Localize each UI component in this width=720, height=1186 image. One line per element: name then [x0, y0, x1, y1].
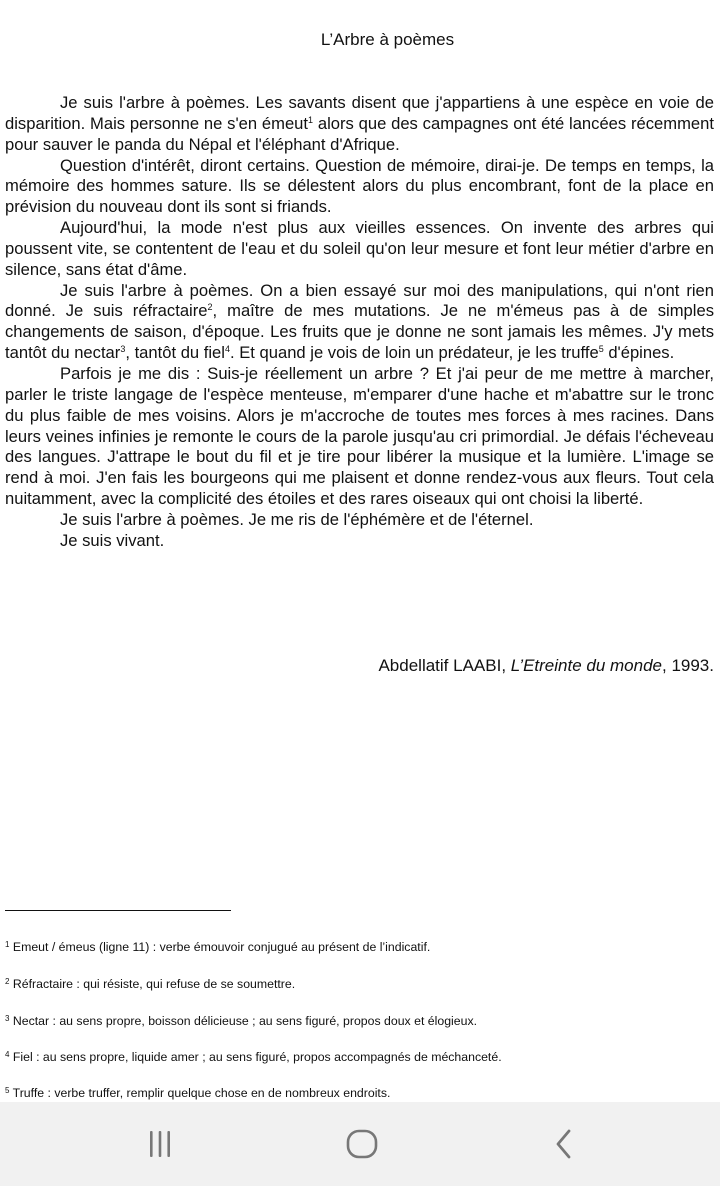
footnote-separator: [5, 910, 231, 911]
poem-title: L’Arbre à poèmes: [320, 30, 455, 49]
footnote-text: Truffe : verbe truffer, remplir quelque chose en de nombreux endroits.: [9, 1086, 391, 1100]
paragraph-text: Je suis vivant.: [60, 530, 165, 550]
footnote: [5, 977, 295, 992]
footnote-text: Fiel : au sens propre, liquide amer ; au sens figuré, propos accompagnés de méchanceté.: [9, 1050, 502, 1064]
citation-year: , 1993.: [662, 656, 714, 675]
poem-paragraph: [5, 93, 714, 156]
footnote-text: Emeut / émeus (ligne 11) : verbe émouvoir conjugué au présent de l’indicatif.: [9, 940, 431, 954]
footnote-number: 2: [5, 977, 10, 986]
poem-paragraph: [5, 156, 714, 219]
paragraph-text: Je suis l'arbre à poèmes. Les savants disent que j'appartiens à une espèce en voie de disparition. Mais personne ne s'en émeut: [5, 93, 714, 133]
footnote-reference: 3: [120, 344, 126, 355]
footnote-text: Réfractaire : qui résiste, qui refuse de se soumettre.: [9, 977, 296, 991]
paragraph-text: Aujourd'hui, la mode n'est plus aux vieilles essences. On invente des arbres qui poussent vite, se contentent de l'eau et du soleil qu'on leur mesure et font leur métier d'arbre en silence, sans état d'âme.: [5, 218, 714, 279]
poem-paragraph: [5, 364, 714, 510]
system-navigation-bar: [0, 1102, 720, 1186]
paragraph-text: d'épines.: [603, 343, 675, 363]
poem-body: [5, 93, 714, 552]
citation-author: Abdellatif LAABI,: [378, 656, 511, 675]
recent-apps-button[interactable]: [130, 1124, 190, 1164]
paragraph-text: alors que des campagnes ont été lancées récemment pour sauver le panda du Népal et l'éléphant d'Afrique.: [5, 113, 714, 154]
footnote-number: 5: [5, 1086, 10, 1095]
poem-paragraph: [5, 218, 714, 281]
recent-apps-icon: [145, 1129, 175, 1159]
citation: [378, 656, 714, 676]
poem-paragraph: [5, 531, 714, 552]
home-icon: [345, 1127, 379, 1161]
footnote-reference: 5: [598, 344, 604, 355]
poem-paragraph: [5, 510, 714, 531]
paragraph-text: , tantôt du fiel: [125, 343, 225, 363]
paragraph-text: Je suis l'arbre à poèmes. Je me ris de l'éphémère et de l'éternel.: [60, 509, 534, 529]
footnote-number: 3: [5, 1014, 10, 1023]
footnote-reference: 4: [224, 344, 230, 355]
footnote-text: Nectar : au sens propre, boisson délicieuse ; au sens figuré, propos doux et élogieux.: [9, 1014, 478, 1028]
poem-paragraph: [5, 281, 714, 364]
home-button[interactable]: [332, 1124, 392, 1164]
citation-work: L’Etreinte du monde: [510, 656, 662, 675]
paragraph-text: Je suis l'arbre à poèmes. On a bien essayé sur moi des manipulations, qui n'ont rien donné. Je suis réfractaire: [5, 280, 714, 321]
back-button[interactable]: [533, 1124, 593, 1164]
footnote-number: 1: [5, 940, 10, 949]
footnote: [5, 1050, 502, 1065]
footnote: [5, 1014, 477, 1029]
paragraph-text: . Et quand je vois de loin un prédateur, je les truffe: [230, 343, 599, 363]
footnote: [5, 1086, 390, 1101]
footnote-reference: 2: [207, 302, 213, 313]
footnote-reference: 1: [308, 114, 314, 125]
paragraph-text: , maître de mes mutations. Je ne m'émeus pas à de simples changements de saison, d'époque. Les fruits que je donne ne sont jamais les mêmes. J'y mets tantôt du nectar: [5, 301, 714, 363]
paragraph-text: Parfois je me dis : Suis-je réellement un arbre ? Et j'ai peur de me mettre à marcher, parler le triste langage de l'espèce menteuse, m'emparer d'une hache et m'abattre sur le tronc du plus faible de mes voisins. Alors je m'accroche de toutes mes forces à mes racines. Dans leurs veines infinies je remonte le cours de la parole jusqu'au cri primordial. Je défais l'écheveau des langues. J'attrape le bout du fil et je tire pour libérer la musique et la lumière. L'image se rend à moi. J'en fais les bourgeons qui me plaisent et donne rendez-vous aux fleurs. Tout cela nuitamment, avec la complicité des étoiles et des rares oiseaux qui ont choisi la liberté.: [5, 363, 714, 509]
paragraph-text: Question d'intérêt, diront certains. Question de mémoire, dirai-je. De temps en temps, la mémoire des hommes sature. Ils se délestent alors du plus encombrant, font de la place en prévision du nouveau dont ils sont si friands.: [5, 155, 714, 217]
back-icon: [548, 1127, 578, 1161]
footnote-number: 4: [5, 1050, 10, 1059]
footnote: [5, 940, 430, 955]
